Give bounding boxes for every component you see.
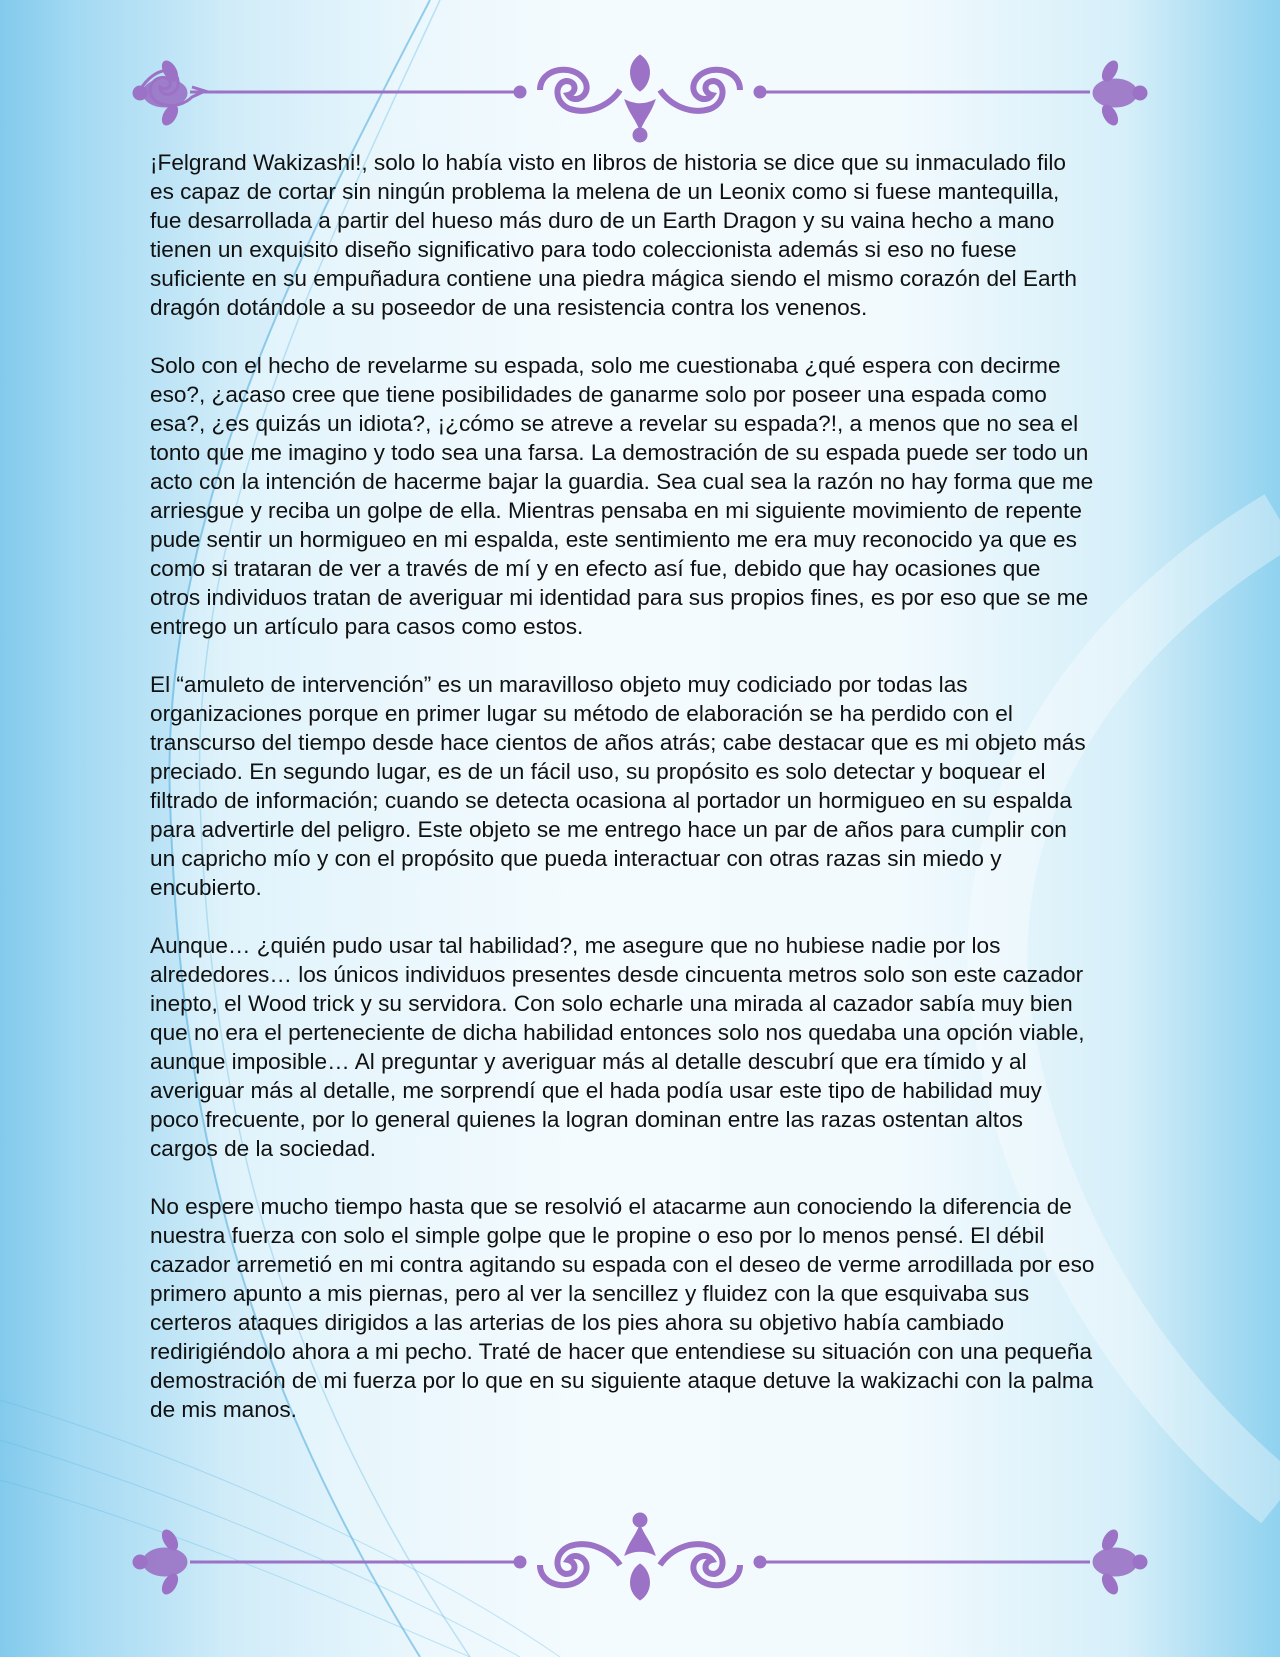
story-text (150, 148, 1095, 1453)
paragraph: ¡Felgrand Wakizashi!, solo lo había visto en libros de historia se dice que su inmaculado filo es capaz de cortar sin ningún problema la melena de un Leonix como si fuese mantequilla, fue desarrollada a partir del hueso más duro de un Earth Dragon y su vaina hecho a mano tienen un exquisito diseño significativo para todo coleccionista además si eso no fuese suficiente en su empuñadura contiene una piedra mágica siendo el mismo corazón del Earth dragón dotándole a su poseedor de una resistencia contra los venenos. (150, 150, 1077, 320)
paragraph: Aunque… ¿quién pudo usar tal habilidad?, me asegure que no hubiese nadie por los alrededores… los únicos individuos presentes desde cincuenta metros solo son este cazador inepto, el Wood trick y su servidora. Con solo echarle una mirada al cazador sabía muy bien que no era el perteneciente de dicha habilidad entonces solo nos quedaba una opción viable, aunque imposible… Al preguntar y averiguar más al detalle descubrí que era tímido y al averiguar más al detalle, me sorprendí que el hada podía usar este tipo de habilidad muy poco frecuente, por lo general quienes la logran dominan entre las razas ostentan altos cargos de la sociedad. (150, 933, 1085, 1161)
paragraph: Solo con el hecho de revelarme su espada, solo me cuestionaba ¿qué espera con decirme eso?, ¿acaso cree que tiene posibilidades de ganarme solo por poseer una espada como esa?, ¿es quizás un idiota?, ¡¿cómo se atreve a revelar su espada?!, a menos que no sea el tonto que me imagino y todo sea una farsa. La demostración de su espada puede ser todo un acto con la intención de hacerme bajar la guardia. Sea cual sea la razón no hay forma que me arriesgue y reciba un golpe de ella. Mientras pensaba en mi siguiente movimiento de repente pude sentir un hormigueo en mi espalda, este sentimiento me era muy reconocido ya que es como si trataran de ver a través de mí y en efecto así fue, debido que hay ocasiones que otros individuos tratan de averiguar mi identidad para sus propios fines, es por eso que se me entrego un artículo para casos como estos. (150, 353, 1094, 639)
top-ornament (130, 45, 1150, 145)
paragraph: El “amuleto de intervención” es un maravilloso objeto muy codiciado por todas las organizaciones porque en primer lugar su método de elaboración se ha perdido con el transcurso del tiempo desde hace cientos de años atrás; cabe destacar que es mi objeto más preciado. En segundo lugar, es de un fácil uso, su propósito es solo detectar y boquear el filtrado de información; cuando se detecta ocasiona al portador un hormigueo en su espalda para advertirle del peligro. Este objeto se me entrego hace un par de años para cumplir con un capricho mío y con el propósito que pueda interactuar con otras razas sin miedo y encubierto. (150, 672, 1086, 900)
bottom-ornament (130, 1510, 1150, 1610)
paragraph: No espere mucho tiempo hasta que se resolvió el atacarme aun conociendo la diferencia de nuestra fuerza con solo el simple golpe que le propine o eso por lo menos pensé. El débil cazador arremetió en mi contra agitando su espada con el deseo de verme arrodillada por eso primero apunto a mis piernas, pero al ver la sencillez y fluidez con la que esquivaba sus certeros ataques dirigidos a las arterias de los pies ahora su objetivo había cambiado redirigiéndolo ahora a mi pecho. Traté de hacer que entendiese su situación con una pequeña demostración de mi fuerza por lo que en su siguiente ataque detuve la wakizachi con la palma de mis manos. (150, 1194, 1095, 1422)
